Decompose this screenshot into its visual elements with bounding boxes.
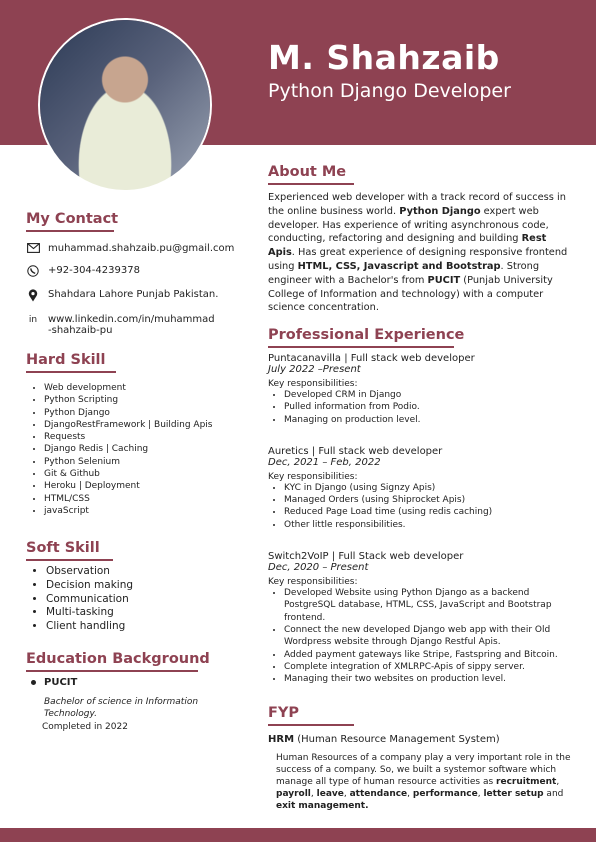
soft-skill-section <box>26 540 236 634</box>
list-item: • Heroku | Deployment <box>44 480 236 492</box>
key-responsibilities-label: Key responsibilities: <box>268 379 358 389</box>
list-item: • HTML/CSS <box>44 493 236 505</box>
bullet-icon <box>31 680 36 685</box>
contact-heading: My Contact <box>26 211 119 227</box>
list-item: • Communication <box>46 593 236 607</box>
list-item: • Complete integration of XMLRPC-Apis of sippy server. <box>284 661 573 673</box>
linkedin-icon: in <box>28 315 38 325</box>
section-underline <box>268 183 354 185</box>
soft-skill-heading: Soft Skill <box>26 540 100 556</box>
job-date: Dec, 2020 – Present <box>268 562 369 574</box>
linkedin-line-1: www.linkedin.com/in/muhammad <box>48 314 215 325</box>
list-item: • Managing on production level. <box>284 414 573 426</box>
list-item: • Managed Orders (using Shiprocket Apis) <box>284 494 573 506</box>
responsibility-list <box>268 389 573 426</box>
fyp-section <box>268 705 573 812</box>
linkedin-link[interactable] <box>48 314 215 336</box>
list-item: • Added payment gateways like Stripe, Fastspring and Bitcoin. <box>284 649 573 661</box>
section-underline <box>26 371 116 373</box>
list-item: • Developed CRM in Django <box>284 389 573 401</box>
experience-heading: Professional Experience <box>268 327 465 343</box>
location-icon <box>26 289 40 305</box>
contact-linkedin <box>26 314 236 336</box>
contact-address <box>26 289 236 305</box>
job-title: Auretics | Full stack web developer <box>268 445 443 457</box>
responsibility-list <box>268 587 573 685</box>
list-item: • KYC in Django (using Signzy Apis) <box>284 482 573 494</box>
list-item: • Reduced Page Load time (using redis caching) <box>284 506 573 518</box>
list-item: • DjangoRestFramework | Building Apis <box>44 419 236 431</box>
section-underline <box>268 724 354 726</box>
person-name: M. Shahzaib <box>268 38 500 77</box>
contact-phone <box>26 265 236 280</box>
hard-skill-list <box>26 382 236 517</box>
job-date: July 2022 –Present <box>268 364 361 375</box>
list-item: • Connect the new developed Django web app with their Old Wordpress website through Django Restful Apis. <box>284 624 573 649</box>
list-item: • Python Django <box>44 407 236 419</box>
list-item: • Python Selenium <box>44 456 236 468</box>
phone-text: +92-304-4239378 <box>48 265 140 276</box>
job-role: Python Django Developer <box>268 80 511 102</box>
email-link[interactable]: muhammad.shahzaib.pu@gmail.com <box>48 243 235 254</box>
soft-skill-list <box>26 565 236 634</box>
hard-skill-section <box>26 352 236 517</box>
section-underline <box>26 559 113 561</box>
linkedin-line-2: -shahzaib-pu <box>48 325 113 336</box>
list-item: • Managing their two websites on production level. <box>284 673 573 685</box>
list-item: • Other little responsibilities. <box>284 519 573 531</box>
education-section <box>26 651 236 732</box>
section-underline <box>26 230 114 232</box>
about-section <box>268 164 573 315</box>
completed-text: Completed in 2022 <box>42 722 128 732</box>
list-item: • Requests <box>44 431 236 443</box>
phone-icon <box>26 265 40 280</box>
job-title: Puntacanavilla | Full stack web developer <box>268 353 475 364</box>
key-responsibilities-label: Key responsibilities: <box>268 577 358 588</box>
list-item: • Pulled information from Podio. <box>284 401 573 413</box>
about-heading: About Me <box>268 164 347 180</box>
degree-text: Bachelor of science in Information Technology. <box>44 697 199 719</box>
list-item: • Decision making <box>46 579 236 593</box>
job-entry <box>268 551 573 685</box>
list-item: • Observation <box>46 565 236 579</box>
fyp-heading: FYP <box>268 705 300 721</box>
contact-email <box>26 243 236 256</box>
footer-bar <box>0 828 596 842</box>
job-title: Switch2VoIP | Full Stack web developer <box>268 551 464 563</box>
list-item: • Python Scripting <box>44 394 236 406</box>
job-entry <box>268 353 573 426</box>
profile-photo <box>40 20 210 190</box>
list-item: • Web development <box>44 382 236 394</box>
responsibility-list <box>268 482 573 531</box>
job-date: Dec, 2021 – Feb, 2022 <box>268 456 381 468</box>
key-responsibilities-label: Key responsibilities: <box>268 471 358 482</box>
list-item: • Git & Github <box>44 468 236 480</box>
list-item: • Multi-tasking <box>46 606 236 620</box>
address-text: Shahdara Lahore Punjab Pakistan. <box>48 289 219 300</box>
education-heading: Education Background <box>26 651 210 667</box>
education-school <box>26 677 236 688</box>
hard-skill-heading: Hard Skill <box>26 352 106 368</box>
list-item: • Client handling <box>46 620 236 634</box>
about-text: Experienced web developer with a track record of success in the online business world. Python Django expert web developer. Has experience of writing asynchronous code, conducting, refactoring and designing and building Rest Apis. Has great experience of designing responsive frontend using HTML, CSS, Javascript and Bootstrap. Strong engineer with a Bachelor's from PUCIT (Punjab University College of Information and technology) with a computer science concentration. <box>268 192 568 314</box>
contact-section <box>26 211 236 345</box>
school-name: PUCIT <box>44 677 78 688</box>
experience-section <box>268 327 573 685</box>
section-underline <box>26 670 198 672</box>
job-entry <box>268 446 573 531</box>
fyp-description: Human Resources of a company play a very important role in the success of a company. So, we built a systemor software which manage all type of human resource activities as recruitment, payroll, leave, attendance, performance, letter setup and exit management. <box>276 753 571 811</box>
list-item: • Django Redis | Caching <box>44 443 236 455</box>
fyp-project-title: HRM (Human Resource Management System) <box>268 734 500 745</box>
list-item: • Developed Website using Python Django as a backend PostgreSQL database, HTML, CSS, JavaScript and Bootstrap frontend. <box>284 587 573 624</box>
email-icon <box>26 243 40 256</box>
section-underline <box>268 346 454 348</box>
list-item: • javaScript <box>44 505 236 517</box>
